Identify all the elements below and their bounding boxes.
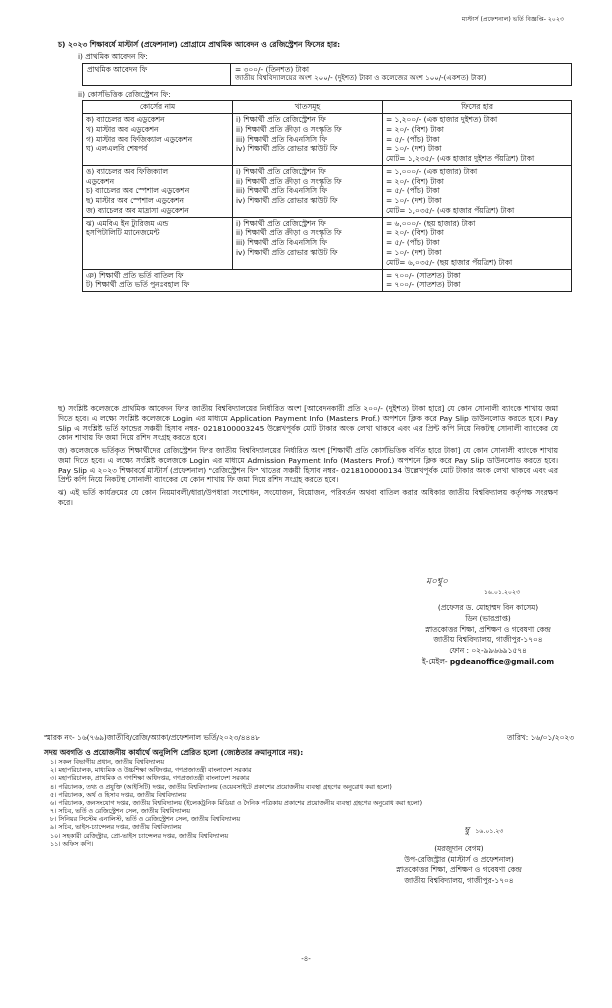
course-name: ঝ) এমবিএ ইন ট্যুরিজম এন্ড: [86, 218, 169, 228]
fee-amount: = ১০/- (দশ) টাকা: [386, 248, 442, 258]
dean-name: (প্রফেসর ড. মোহাম্মদ বিন কাসেম): [437, 603, 539, 613]
list-item: ৩। মহাপরিচালক, প্রাথমিক ও গণশিক্ষা অধিদপ্তর, গণপ্রজাতন্ত্রী বাংলাদেশ সরকার: [50, 775, 250, 783]
dean-title: ডিন (ভারপ্রাপ্ত): [465, 613, 511, 623]
fee-cell: [383, 217, 572, 269]
page-number: -৪-: [301, 955, 311, 963]
application-fee-subheading: i) প্রাথমিক আবেদন ফি:: [78, 51, 148, 61]
course-name: ক) ব্যাচেলর অব এডুকেশন: [86, 115, 165, 125]
cancellation-fee-label: [83, 269, 383, 292]
registrar-office: স্নাতকোত্তর শিক্ষা, প্রশিক্ষণ ও গবেষণা কেন্দ্র: [396, 865, 522, 875]
application-fee-table: [82, 63, 572, 86]
registrar-university: জাতীয় বিশ্ববিদ্যালয়, গাজীপুর-১৭০৪: [404, 876, 514, 886]
dean-university: জাতীয় বিশ্ববিদ্যালয়, গাজীপুর-১৭০৪: [433, 635, 543, 645]
list-item: ৫। পরিচালক, অর্থ ও হিসাব দপ্তর, জাতীয় বিশ্ববিদ্যালয়: [50, 791, 187, 799]
fee-total: মোট= ৬,০৩৫/- (ছয় হাজার পঁয়ত্রিশ) টাকা: [386, 257, 513, 267]
registrar-signature-block: [344, 826, 574, 886]
registrar-signature: ম্বু: [464, 826, 470, 836]
memo-date: তারিখ: ১৬/০১/২০২৩: [507, 733, 574, 742]
course-name: খ) মাস্টার অব এডুকেশন: [86, 124, 159, 134]
registrar-signature-line: [344, 826, 574, 838]
column-header-course: কোর্সের নাম: [83, 101, 233, 114]
fee-section: [58, 40, 578, 292]
notes-section: [58, 404, 558, 511]
note-registration-payment: জ) কলেজকে ভর্তিকৃত শিক্ষার্থীদের রেজিস্ট্রেশন ফি'র জাতীয় বিশ্ববিদ্যালয়ের নির্ধারিত অংশ [শিক্ষার্থী প্রতি কোর্সভিত্তিক বর্ণিত হারে টাকা] যে কোন সোনালী ব্যাংকে শাখায় জমা দিতে হবে। এ লক্ষ্যে সংশ্লিষ্ট কলেজকে Login এর মাধ্যমে Admission Payment Info (Masters Prof.) অপশনে ক্লিক করে Pay Slip ডাউনলোড করতে হবে। Pay Slip এ ২০২৩ শিক্ষাবর্ষে মাস্টার্স (প্রফেশনাল) "রেজিস্ট্রেশন ফি" খাতের সঞ্চয়ী হিসাব নম্বর- 0218100000134 উল্লেখপূর্বক মোট টাকার অংক লেখা থাকবে এবং এর প্রিন্ট কপি নিয়ে নিকটস্থ সোনালী ব্যাংকের যে কোন শাখায় ফি জমা দিয়ে রশিদ সংগ্রহ করতে হবে।: [58, 446, 558, 485]
course-cell: [83, 217, 233, 269]
fee-total: মোট= ১,২৩৫/- (এক হাজার দুইশত পঁয়ত্রিশ) টাকা: [386, 154, 535, 164]
fee-total: মোট= ১,০৩৫/- (এক হাজার পঁয়ত্রিশ) টাকা: [386, 205, 515, 215]
fee-amount: = ১,০০০/- (এক হাজার) টাকা: [386, 166, 478, 176]
fee-head: iv) শিক্ষার্থী প্রতি রোভার স্কাউট ফি: [236, 144, 338, 154]
heads-cell: [233, 114, 383, 166]
running-head: মাস্টার্স (প্রফেশনাল) ভর্তি বিজ্ঞপ্তি- ২০২৩: [461, 16, 564, 23]
fee-head: iii) শিক্ষার্থী প্রতি বিএনসিসি ফি: [236, 238, 327, 248]
table-header-row: [83, 101, 572, 114]
application-fee-amount: = ৩০০/- (তিনশত) টাকা: [235, 64, 310, 74]
email-link[interactable]: pgdeanoffice@gmail.com: [449, 656, 555, 666]
note-authority-rights: ঝ) এই ভর্তি কার্যক্রমের যে কোন নিয়মাবলী/ধারা/উপধারা সংশোধন, সংযোজন, বিয়োজন, পরিবর্তন অথবা বাতিল করার অধিকার জাতীয় বিশ্ববিদ্যালয় কর্তৃপক্ষ সংরক্ষণ করে।: [58, 488, 558, 507]
extra-row-fee: = ৭০০/- (সাতশত) টাকা: [386, 280, 461, 290]
table-row: [83, 217, 572, 269]
fee-cell: [383, 165, 572, 217]
list-item: ১। সকল বিভাগীয় প্রধান, জাতীয় বিশ্ববিদ্যালয়: [50, 759, 165, 766]
application-fee-value: [231, 63, 572, 85]
course-name: ছ) মাস্টার অব স্পেশাল এডুকেশন: [86, 196, 184, 206]
table-row: [83, 114, 572, 166]
fee-head: i) শিক্ষার্থী প্রতি রেজিস্ট্রেশন ফি: [236, 218, 326, 228]
fee-head: ii) শিক্ষার্থী প্রতি ক্রীড়া ও সংস্কৃতি ফি: [236, 176, 342, 186]
fee-amount: = ৬,০০০/- (ছয় হাজার) টাকা: [386, 218, 476, 228]
list-item: ৪। পরিচালক, তথ্য ও প্রযুক্তি (আইসিটি) দপ্তর, জাতীয় বিশ্ববিদ্যালয় (ওয়েবসাইটে প্রকাশের প্রয়োজনীয় ব্যবস্থা গ্রহণের অনুরোধ করা হলো): [50, 783, 392, 791]
fee-amount: = ৫/- (পাঁচ) টাকা: [386, 134, 440, 144]
application-fee-label: প্রাথমিক আবেদন ফি: [83, 63, 231, 85]
extra-row-fee: = ৭০০/- (সাতশত) টাকা: [386, 270, 461, 280]
heads-cell: [233, 217, 383, 269]
fee-head: iv) শিক্ষার্থী প্রতি রোভার স্কাউট ফি: [236, 248, 338, 258]
dean-signature-block: [388, 577, 588, 667]
fee-amount: = ১০/- (দশ) টাকা: [386, 144, 442, 154]
cancellation-fee-cell: [383, 269, 572, 292]
course-name: ঙ) ব্যাচেলর অব ফিজিক্যাল: [86, 166, 169, 176]
dean-office: স্নাতকোত্তর শিক্ষা, প্রশিক্ষণ ও গবেষণা কেন্দ্র: [425, 624, 551, 634]
course-name: জ) ব্যাচেলর অব মাদ্রাসা এডুকেশন: [86, 205, 189, 215]
email-label: ই-মেইল-: [421, 656, 450, 666]
fee-head: i) শিক্ষার্থী প্রতি রেজিস্ট্রেশন ফি: [236, 166, 326, 176]
memo-number: স্মারক নং- ১৬(৭৬৯)জাতীবি/রেজি/অ্যাকা/প্রফেশনাল ভর্তি/২০২৩/৪৪৪৮: [44, 733, 260, 742]
registrar-name: (মরজুদান বেগম): [434, 843, 484, 853]
fee-amount: = ২০/- (বিশ) টাকা: [386, 124, 444, 134]
course-name: এডুকেশন: [86, 176, 114, 186]
fee-head: ii) শিক্ষার্থী প্রতি ক্রীড়া ও সংস্কৃতি ফি: [236, 228, 342, 238]
fee-cell: [383, 114, 572, 166]
fee-head: ii) শিক্ষার্থী প্রতি ক্রীড়া ও সংস্কৃতি ফি: [236, 124, 342, 134]
dean-email-line: [388, 657, 588, 667]
table-row: [83, 165, 572, 217]
registration-fee-subheading: ii) কোর্সভিত্তিক রেজিস্ট্রেশন ফি:: [78, 89, 171, 99]
table-row: [83, 269, 572, 292]
copy-heading: সদয় অবগতি ও প্রয়োজনীয় কার্যার্থে অনুলিপি প্রেরিত হলো (জ্যেষ্ঠতার ক্রমানুসারে নয়):: [44, 748, 304, 757]
list-item: ৭। সচিব, ভর্তি ও রেজিস্ট্রেশন সেল, জাতীয় বিশ্ববিদ্যালয়: [50, 808, 190, 816]
registrar-signature-date: ১৬.০১.২৩: [475, 828, 504, 835]
application-fee-split: জাতীয় বিশ্ববিদ্যালয়ের অংশ ২০০/- (দুইশত) টাকা ও কলেজের অংশ ১০০/-(একশত) টাকা): [235, 74, 487, 83]
extra-row-label: ঞ) শিক্ষার্থী প্রতি ভর্তি বাতিল ফি: [86, 270, 184, 280]
column-header-fee: ফিসের হার: [383, 101, 572, 114]
fee-head: iii) শিক্ষার্থী প্রতি বিএনসিসি ফি: [236, 134, 327, 144]
course-name: হসপিটালিটি ম্যানেজমেন্ট: [86, 228, 160, 238]
list-item: ১০। সহকারী রেজিস্ট্রার, প্রো-ভাইস চ্যান্সেলর দপ্তর, জাতীয় বিশ্ববিদ্যালয়: [50, 832, 229, 840]
dean-phone: ফোন : ০২-৯৯৬৬৯১৫৭৪: [449, 646, 527, 656]
dean-signature: ম০শ্বু০: [426, 577, 448, 587]
fee-amount: = ১০/- (দশ) টাকা: [386, 196, 442, 206]
dean-signature-date: ১৬.০১.২০২৩: [484, 588, 521, 596]
list-item: ২। মহাপরিচালক, মাধ্যমিক ও উচ্চশিক্ষা অধিদপ্তর, গণপ্রজাতন্ত্রী বাংলাদেশ সরকার: [50, 767, 252, 775]
memo-line: [44, 733, 574, 743]
course-cell: [83, 114, 233, 166]
extra-row-label: ট) শিক্ষার্থী প্রতি ভর্তি পুনঃবহাল ফি: [86, 280, 190, 290]
list-item: ৯। সচিব, ভাইস-চ্যান্সেলর দপ্তর, জাতীয় বিশ্ববিদ্যালয়: [50, 824, 182, 832]
course-name: চ) ব্যাচেলর অব স্পেশাল এডুকেশন: [86, 186, 190, 196]
column-header-heads: খাতসমূহ: [233, 101, 383, 114]
list-item: ৮। সিনিয়র সিস্টেম এনালিস্ট, ভর্তি ও রেজিস্ট্রেশন সেল, জাতীয় বিশ্ববিদ্যালয়: [50, 816, 241, 824]
fee-head: i) শিক্ষার্থী প্রতি রেজিস্ট্রেশন ফি: [236, 115, 326, 125]
registration-fee-table: [82, 100, 572, 292]
list-item: ১১। অফিস কপি।: [50, 840, 94, 848]
fee-section-heading: চ) ২০২৩ শিক্ষাবর্ষে মাস্টার্স (প্রফেশনাল) প্রোগ্রামে প্রাথমিক আবেদন ও রেজিস্ট্রেশন ফিসের হার:: [58, 40, 341, 49]
course-cell: [83, 165, 233, 217]
note-application-payment: ছ) সংশ্লিষ্ট কলেজকে প্রাথমিক আবেদন ফি'র জাতীয় বিশ্ববিদ্যালয়ের নির্ধারিত অংশ [আবেদনকারী প্রতি ২০০/- (দুইশত) টাকা হারে] যে কোন সোনালী ব্যাংকে শাখায় জমা দিতে হবে। এ লক্ষ্যে সংশ্লিষ্ট কলেজকে Login এর মাধ্যমে Application Payment Info (Masters Prof.) অপশনে ক্লিক করে Pay Slip ডাউনলোড করতে হবে। Pay Slip এ সংশ্লিষ্ট ভর্তি ফান্ডের সঞ্চয়ী হিসাব নম্বর- 0218100003245 উল্লেখপূর্বক মোট টাকার অংক লেখা থাকবে এবং এর প্রিন্ট কপি নিয়ে নিকটস্থ সোনালী ব্যাংকের যে কোন শাখায় ফি জমা দিয়ে রশিদ সংগ্রহ করতে হবে।: [58, 404, 558, 443]
course-name: গ) মাস্টার অব ফিজিক্যাল এডুকেশন: [86, 134, 192, 144]
fee-amount: = ২০/- (বিশ) টাকা: [386, 228, 444, 238]
fee-amount: = ২০/- (বিশ) টাকা: [386, 176, 444, 186]
list-item: ৬। পরিচালক, জনসংযোগ দপ্তর, জাতীয় বিশ্ববিদ্যালয় (ইলেকট্রনিক মিডিয়া ও দৈনিক পত্রিকায় প্রকাশের প্রয়োজনীয় ব্যবস্থা গ্রহণের অনুরোধ করা হলো): [50, 799, 423, 807]
course-name: ঘ) এলএলবি শেষপর্ব: [86, 144, 148, 154]
heads-cell: [233, 165, 383, 217]
fee-amount: = ১,২০০/- (এক হাজার দুইশত) টাকা: [386, 115, 498, 125]
registrar-title: উপ-রেজিস্ট্রার (মাস্টার্স ও প্রফেশনাল): [404, 854, 514, 864]
fee-head: iv) শিক্ষার্থী প্রতি রোভার স্কাউট ফি: [236, 196, 338, 206]
fee-amount: = ৫/- (পাঁচ) টাকা: [386, 238, 440, 248]
fee-amount: = ৫/- (পাঁচ) টাকা: [386, 186, 440, 196]
fee-head: iii) শিক্ষার্থী প্রতি বিএনসিসি ফি: [236, 186, 327, 196]
